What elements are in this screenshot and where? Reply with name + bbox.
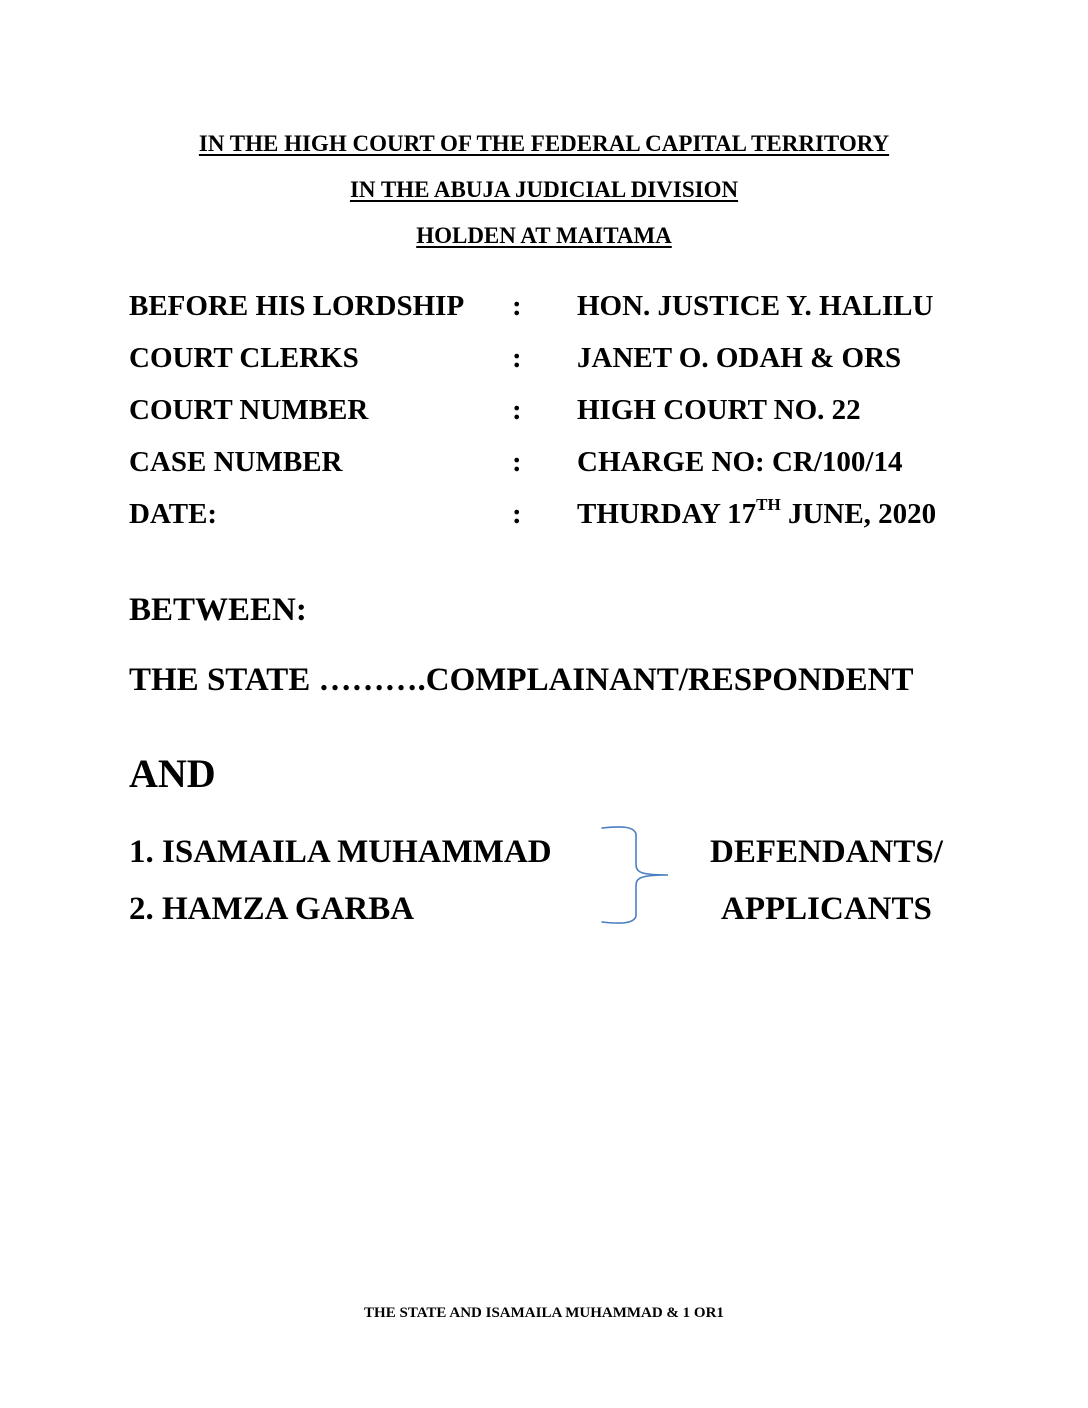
detail-label: COURT NUMBER (129, 394, 369, 426)
detail-row-clerks (0, 342, 1088, 382)
court-heading-1: IN THE HIGH COURT OF THE FEDERAL CAPITAL TERRITORY (198, 131, 890, 156)
detail-row-date (0, 495, 1088, 538)
detail-value: HON. JUSTICE Y. HALILU (577, 290, 934, 322)
detail-colon: : (512, 342, 522, 374)
and-label: AND (129, 751, 216, 796)
detail-value: HIGH COURT NO. 22 (577, 394, 861, 426)
defendants-role-line2: APPLICANTS (721, 891, 932, 927)
detail-value-date (577, 495, 937, 531)
detail-colon: : (512, 446, 522, 478)
curly-brace-icon (598, 824, 672, 926)
detail-row-judge (0, 290, 1088, 330)
defendants-role-line1: DEFENDANTS/ (710, 834, 943, 870)
detail-colon: : (512, 394, 522, 426)
page-footer: THE STATE AND ISAMAILA MUHAMMAD & 1 OR1 (364, 1305, 724, 1321)
detail-value: JANET O. ODAH & ORS (577, 342, 902, 374)
date-ordinal-suffix: TH (756, 495, 781, 514)
detail-colon: : (512, 498, 522, 530)
detail-label: COURT CLERKS (129, 342, 359, 374)
detail-colon: : (512, 290, 522, 322)
detail-value: CHARGE NO: CR/100/14 (577, 446, 903, 478)
court-heading-3: HOLDEN AT MAITAMA (416, 223, 672, 248)
detail-label: CASE NUMBER (129, 446, 343, 478)
court-heading-2: IN THE ABUJA JUDICIAL DIVISION (349, 177, 739, 202)
detail-label: BEFORE HIS LORDSHIP (129, 290, 465, 322)
complainant-line: THE STATE ……….COMPLAINANT/RESPONDENT (129, 662, 914, 698)
detail-row-court-number (0, 394, 1088, 434)
detail-row-case-number (0, 446, 1088, 486)
date-suffix: JUNE, 2020 (780, 498, 937, 530)
between-label: BETWEEN: (129, 592, 307, 628)
defendant-2: 2. HAMZA GARBA (129, 891, 415, 927)
date-prefix: THURDAY 17 (577, 498, 757, 530)
defendant-1: 1. ISAMAILA MUHAMMAD (129, 834, 552, 870)
detail-label: DATE: (129, 498, 218, 530)
